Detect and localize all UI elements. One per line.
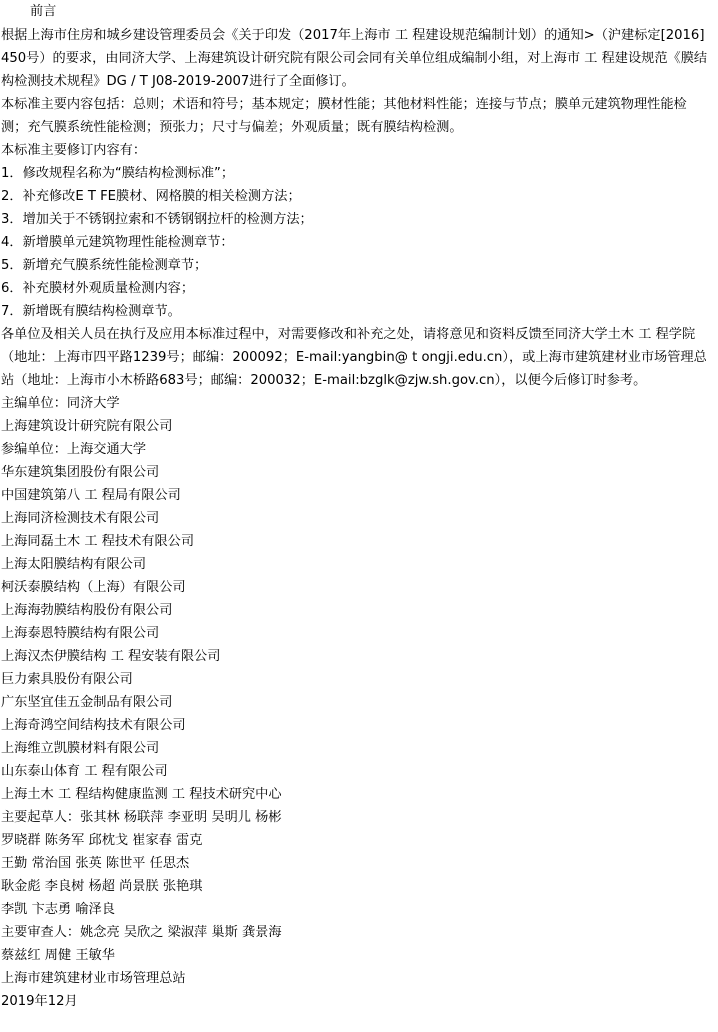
list-item: 李凯 卞志勇 喻泽良 — [1, 902, 115, 917]
list-item: 山东泰山体育 工 程有限公司 — [1, 764, 168, 779]
revisions-list — [0, 162, 718, 323]
list-item: 巨力索具股份有限公司 — [1, 672, 133, 687]
intro-paragraph: 根据上海市住房和城乡建设管理委员会《关于印发（2017年上海市 工 程建设规范编制计划）的通知>（沪建标定[2016] 450号）的要求，由同济大学、上海建筑设计研究院有限公司会同有关单位组成编制小组，对上海市 工 程建设规范《膜结构检测技术规程》DG / T J08-2019-2007进行了全面修订。 — [1, 28, 708, 89]
chief-editor-line: 主编单位：同济大学 — [1, 396, 120, 411]
list-item: 上海太阳膜结构有限公司 — [1, 557, 147, 572]
list-item: 上海土木 工 程结构健康监测 工 程技术研究中心 — [1, 787, 282, 802]
document-date: 2019年12月 — [1, 994, 78, 1009]
list-item: 上海海勃膜结构股份有限公司 — [1, 603, 173, 618]
participating-units-line: 参编单位：上海交通大学 — [1, 442, 147, 457]
feedback-paragraph: 各单位及相关人员在执行及应用本标准过程中，对需要修改和补充之处，请将意见和资料反馈至同济大学土木 工 程学院（地址：上海市四平路1239号；邮编：200092；E-mail:yangbin@ t ongji.edu.cn），或上海市建筑建材业市场管理总站（地址：上海市小木桥路683号；邮编：200032；E-mail:bzglk@zjw.sh.gov.cn），以便今后修订时参考。 — [1, 327, 707, 388]
revision-item: 1．修改规程名称为“膜结构检测标准”； — [1, 166, 235, 181]
list-item: 上海建筑设计研究院有限公司 — [1, 419, 173, 434]
list-item: 中国建筑第八 工 程局有限公司 — [1, 488, 181, 503]
list-item: 王勤 常治国 张英 陈世平 任思杰 — [1, 856, 190, 871]
list-item: 罗晓群 陈务军 邱枕戈 崔家春 雷克 — [1, 833, 203, 848]
revision-item: 6．补充膜材外观质量检测内容； — [1, 281, 195, 296]
document-title: 前言 — [30, 4, 57, 19]
list-item: 上海同济检测技术有限公司 — [1, 511, 160, 526]
revision-item: 5．新增充气膜系统性能检测章节； — [1, 258, 208, 273]
drafters-line: 主要起草人：张其林 杨联萍 李亚明 吴明儿 杨彬 — [1, 810, 282, 825]
list-item: 上海维立凯膜材料有限公司 — [1, 741, 160, 756]
list-item: 上海汉杰伊膜结构 工 程安装有限公司 — [1, 649, 221, 664]
revisions-heading: 本标准主要修订内容有： — [1, 143, 147, 158]
list-item: 蔡兹红 周健 王敏华 — [1, 948, 115, 963]
list-item: 广东坚宜佳五金制品有限公司 — [1, 695, 173, 710]
list-item: 上海泰恩特膜结构有限公司 — [1, 626, 160, 641]
list-item: 耿金彪 李良树 杨超 尚景朕 张艳琪 — [1, 879, 203, 894]
list-item: 柯沃泰膜结构（上海）有限公司 — [1, 580, 186, 595]
scope-paragraph: 本标准主要内容包括：总则；术语和符号；基本规定；膜材性能；其他材料性能；连接与节点；膜单元建筑物理性能检测；充气膜系统性能检测；预张力；尺寸与偏差；外观质量；既有膜结构检测。 — [1, 97, 687, 135]
revision-item: 7．新增既有膜结构检测章节。 — [1, 304, 181, 319]
revision-item: 4．新增膜单元建筑物理性能检测章节： — [1, 235, 234, 250]
contributors-list — [0, 392, 718, 1013]
list-item: 上海奇鸿空间结构技术有限公司 — [1, 718, 186, 733]
list-item: 华东建筑集团股份有限公司 — [1, 465, 160, 480]
issuing-authority: 上海市建筑建材业市场管理总站 — [1, 971, 186, 986]
revision-item: 2．补充修改E T FE膜材、网格膜的相关检测方法； — [1, 189, 301, 204]
list-item: 上海同磊土木 工 程技术有限公司 — [1, 534, 195, 549]
reviewers-line: 主要审查人：姚念亮 吴欣之 梁淑萍 巢斯 龚景海 — [1, 925, 282, 940]
revision-item: 3．增加关于不锈钢拉索和不锈钢钢拉杆的检测方法； — [1, 212, 313, 227]
